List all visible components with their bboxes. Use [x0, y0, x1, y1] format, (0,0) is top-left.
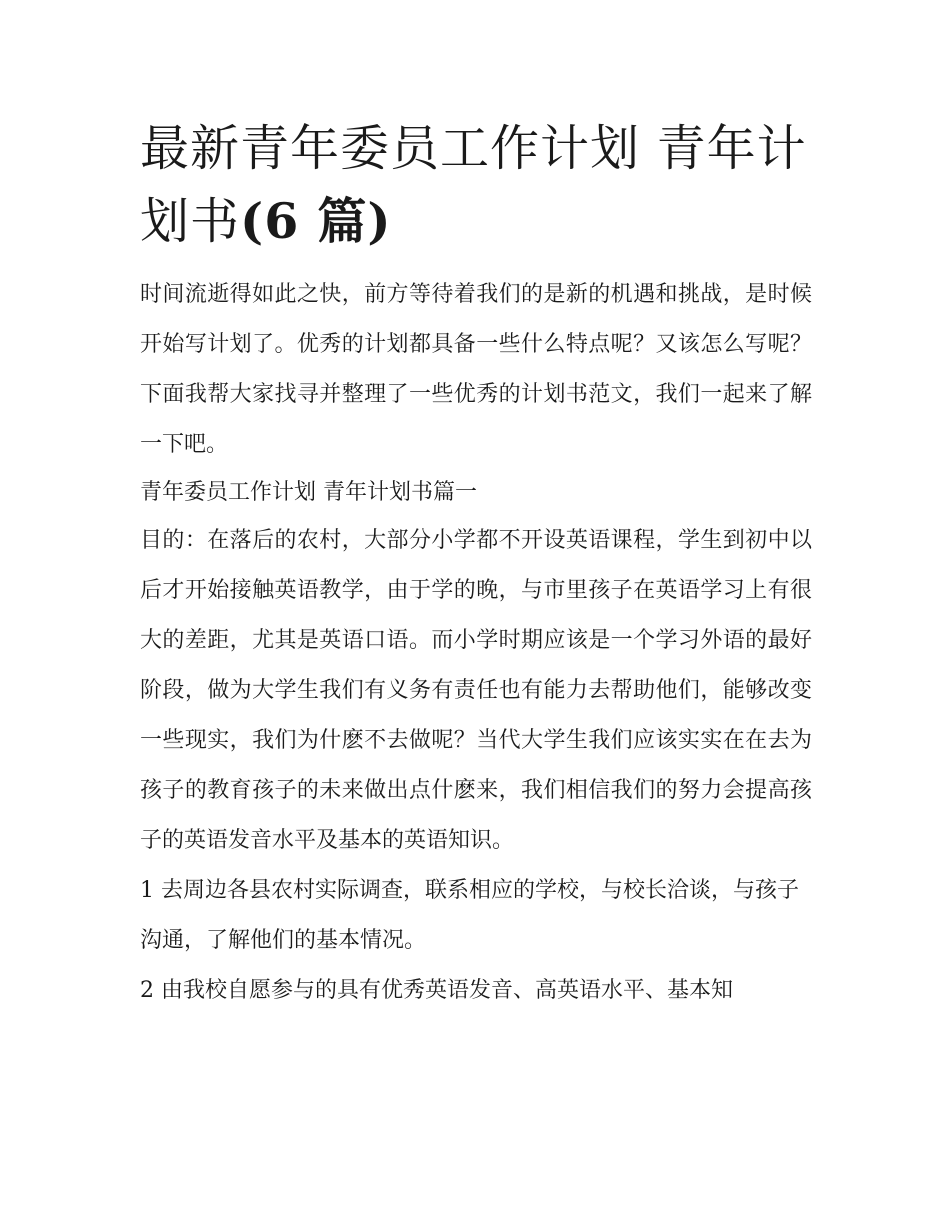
purpose-paragraph: 目的：在落后的农村，大部分小学都不开设英语课程，学生到初中以后才开始接触英语教学，由于学的晚，与市里孩子在英语学习上有很大的差距，尤其是英语口语。而小学时期应该是一个学习外语的最好阶段，做为大学生我们有义务有责任也有能力去帮助他们，能够改变一些现实，我们为什麽不去做呢？当代大学生我们应该实实在在去为孩子的教育孩子的未来做出点什麽来，我们相信我们的努力会提高孩子的英语发音水平及基本的英语知识。 — [140, 528, 812, 853]
list-item: 1 去周边各县农村实际调查，联系相应的学校，与校长洽谈，与孩子沟通，了解他们的基本情况。 — [140, 878, 799, 953]
document-page — [140, 112, 812, 1016]
document-title — [140, 112, 812, 258]
title-main: 最新青年委员工作计划 青年计划书 — [140, 120, 807, 250]
title-suffix: (6 篇) — [240, 192, 392, 250]
section-heading: 青年委员工作计划 青年计划书篇一 — [140, 480, 477, 505]
list-item: 2 由我校自愿参与的具有优秀英语发音、高英语水平、基本知 — [140, 978, 733, 1003]
intro-paragraph: 时间流逝得如此之快，前方等待着我们的是新的机遇和挑战，是时候开始写计划了。优秀的计划都具备一些什么特点呢？又该怎么写呢？下面我帮大家找寻并整理了一些优秀的计划书范文，我们一起来了解一下吧。 — [140, 282, 812, 457]
